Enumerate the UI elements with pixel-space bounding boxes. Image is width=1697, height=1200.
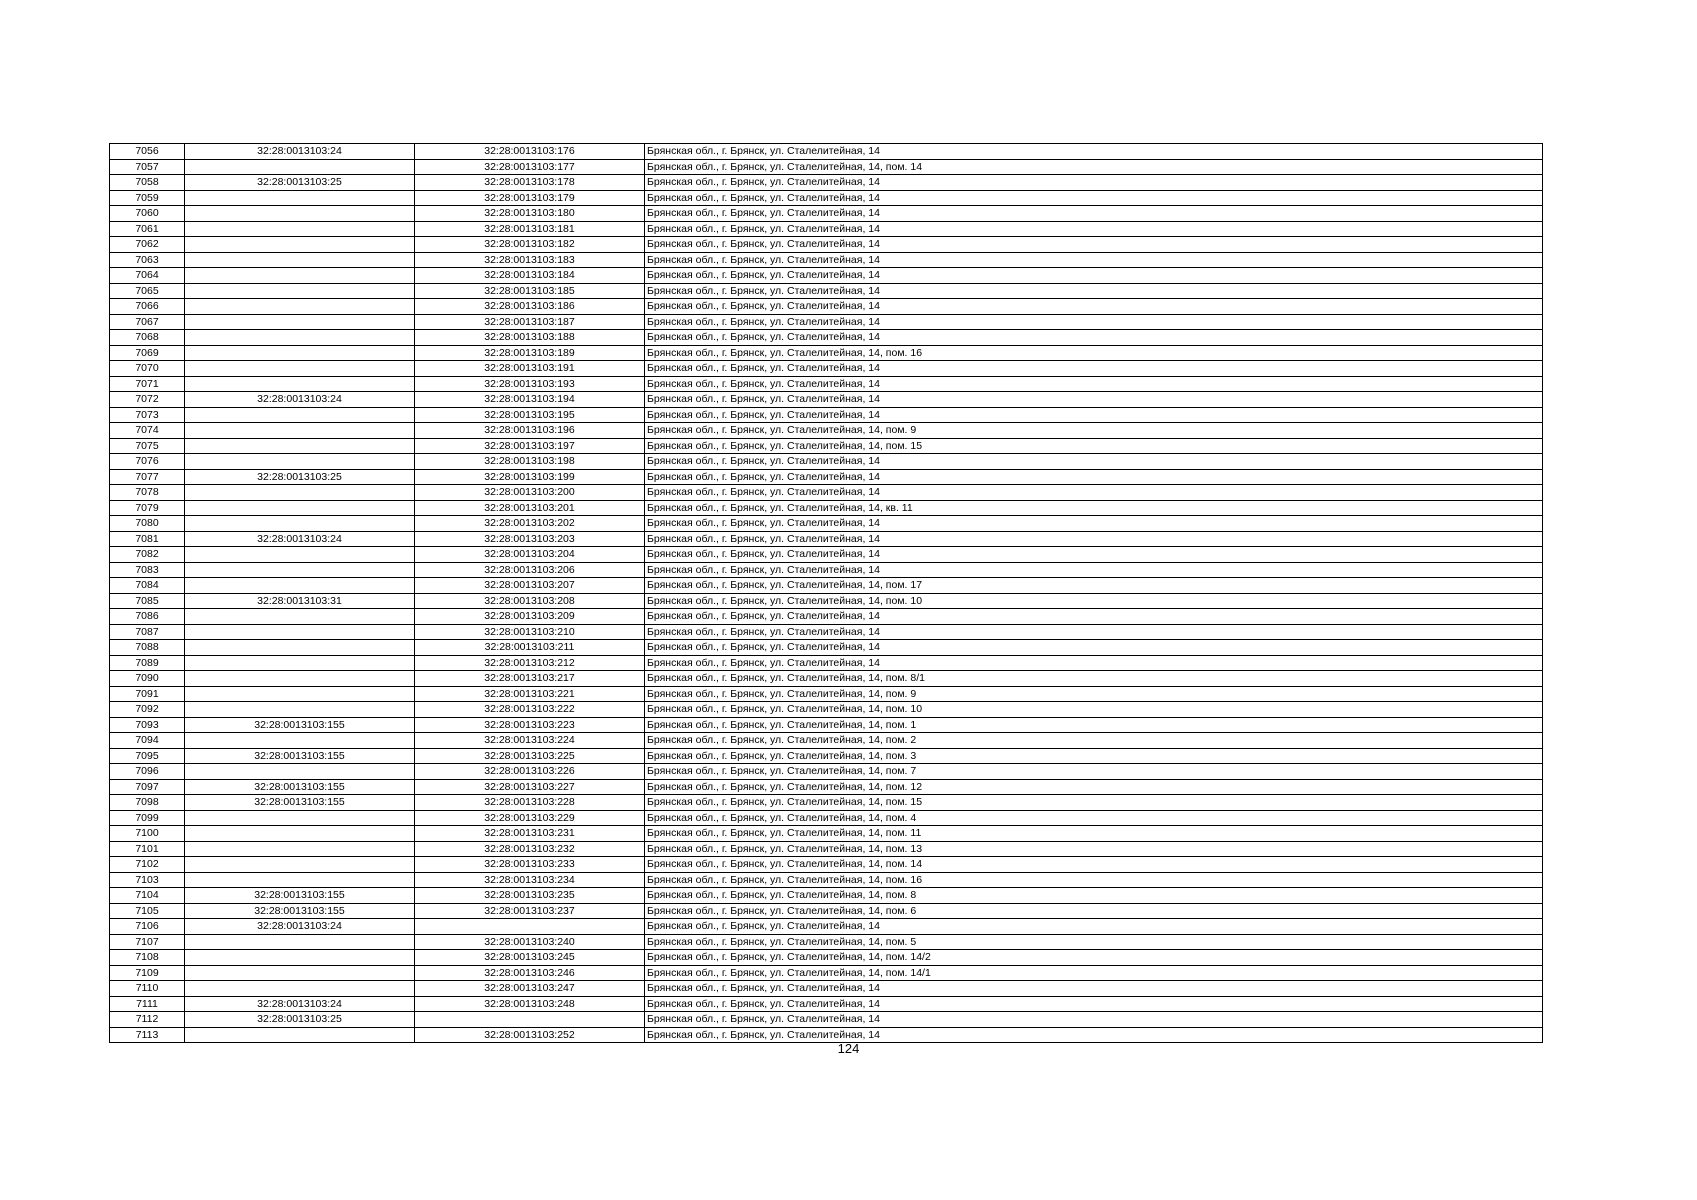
address-cell: Брянская обл., г. Брянск, ул. Сталелитейная, 14 bbox=[645, 1012, 1543, 1028]
row-number-cell: 7078 bbox=[110, 485, 185, 501]
address-cell: Брянская обл., г. Брянск, ул. Сталелитейная, 14 bbox=[645, 314, 1543, 330]
table-row bbox=[110, 144, 1543, 160]
parent-cadastral-number-cell bbox=[185, 981, 415, 997]
register-table-body bbox=[110, 144, 1543, 1043]
table-row bbox=[110, 702, 1543, 718]
parent-cadastral-number-cell bbox=[185, 423, 415, 439]
parent-cadastral-number-cell bbox=[185, 872, 415, 888]
address-cell: Брянская обл., г. Брянск, ул. Сталелитейная, 14, пом. 10 bbox=[645, 702, 1543, 718]
address-cell: Брянская обл., г. Брянск, ул. Сталелитейная, 14, пом. 14/2 bbox=[645, 950, 1543, 966]
row-number-cell: 7079 bbox=[110, 500, 185, 516]
address-cell: Брянская обл., г. Брянск, ул. Сталелитейная, 14 bbox=[645, 252, 1543, 268]
row-number-cell: 7066 bbox=[110, 299, 185, 315]
cadastral-number-cell: 32:28:0013103:223 bbox=[415, 717, 645, 733]
cadastral-register-table bbox=[109, 143, 1543, 1043]
address-cell: Брянская обл., г. Брянск, ул. Сталелитейная, 14, пом. 6 bbox=[645, 903, 1543, 919]
parent-cadastral-number-cell bbox=[185, 454, 415, 470]
table-row bbox=[110, 423, 1543, 439]
table-row bbox=[110, 686, 1543, 702]
address-cell: Брянская обл., г. Брянск, ул. Сталелитейная, 14, пом. 8/1 bbox=[645, 671, 1543, 687]
cadastral-number-cell: 32:28:0013103:228 bbox=[415, 795, 645, 811]
table-row bbox=[110, 485, 1543, 501]
parent-cadastral-number-cell bbox=[185, 640, 415, 656]
table-row bbox=[110, 640, 1543, 656]
address-cell: Брянская обл., г. Брянск, ул. Сталелитейная, 14, пом. 4 bbox=[645, 810, 1543, 826]
cadastral-number-cell: 32:28:0013103:183 bbox=[415, 252, 645, 268]
parent-cadastral-number-cell bbox=[185, 345, 415, 361]
parent-cadastral-number-cell bbox=[185, 485, 415, 501]
parent-cadastral-number-cell bbox=[185, 857, 415, 873]
address-cell: Брянская обл., г. Брянск, ул. Сталелитейная, 14 bbox=[645, 454, 1543, 470]
cadastral-number-cell: 32:28:0013103:195 bbox=[415, 407, 645, 423]
table-row bbox=[110, 531, 1543, 547]
parent-cadastral-number-cell: 32:28:0013103:25 bbox=[185, 1012, 415, 1028]
row-number-cell: 7058 bbox=[110, 175, 185, 191]
cadastral-number-cell: 32:28:0013103:191 bbox=[415, 361, 645, 377]
parent-cadastral-number-cell: 32:28:0013103:24 bbox=[185, 144, 415, 160]
row-number-cell: 7061 bbox=[110, 221, 185, 237]
address-cell: Брянская обл., г. Брянск, ул. Сталелитейная, 14 bbox=[645, 485, 1543, 501]
parent-cadastral-number-cell: 32:28:0013103:155 bbox=[185, 717, 415, 733]
row-number-cell: 7082 bbox=[110, 547, 185, 563]
address-cell: Брянская обл., г. Брянск, ул. Сталелитейная, 14 bbox=[645, 299, 1543, 315]
row-number-cell: 7110 bbox=[110, 981, 185, 997]
row-number-cell: 7086 bbox=[110, 609, 185, 625]
address-cell: Брянская обл., г. Брянск, ул. Сталелитейная, 14 bbox=[645, 516, 1543, 532]
table-row bbox=[110, 981, 1543, 997]
parent-cadastral-number-cell bbox=[185, 686, 415, 702]
row-number-cell: 7065 bbox=[110, 283, 185, 299]
address-cell: Брянская обл., г. Брянск, ул. Сталелитейная, 14 bbox=[645, 361, 1543, 377]
table-row bbox=[110, 1012, 1543, 1028]
cadastral-number-cell: 32:28:0013103:209 bbox=[415, 609, 645, 625]
table-row bbox=[110, 655, 1543, 671]
address-cell: Брянская обл., г. Брянск, ул. Сталелитейная, 14 bbox=[645, 609, 1543, 625]
table-row bbox=[110, 516, 1543, 532]
cadastral-number-cell: 32:28:0013103:198 bbox=[415, 454, 645, 470]
address-cell: Брянская обл., г. Брянск, ул. Сталелитейная, 14 bbox=[645, 175, 1543, 191]
address-cell: Брянская обл., г. Брянск, ул. Сталелитейная, 14 bbox=[645, 919, 1543, 935]
cadastral-number-cell: 32:28:0013103:227 bbox=[415, 779, 645, 795]
parent-cadastral-number-cell bbox=[185, 252, 415, 268]
cadastral-number-cell: 32:28:0013103:245 bbox=[415, 950, 645, 966]
row-number-cell: 7103 bbox=[110, 872, 185, 888]
table-row bbox=[110, 454, 1543, 470]
parent-cadastral-number-cell bbox=[185, 438, 415, 454]
table-row bbox=[110, 919, 1543, 935]
row-number-cell: 7081 bbox=[110, 531, 185, 547]
cadastral-number-cell: 32:28:0013103:184 bbox=[415, 268, 645, 284]
address-cell: Брянская обл., г. Брянск, ул. Сталелитейная, 14 bbox=[645, 237, 1543, 253]
cadastral-number-cell: 32:28:0013103:178 bbox=[415, 175, 645, 191]
table-row bbox=[110, 361, 1543, 377]
row-number-cell: 7092 bbox=[110, 702, 185, 718]
table-row bbox=[110, 376, 1543, 392]
address-cell: Брянская обл., г. Брянск, ул. Сталелитейная, 14, пом. 7 bbox=[645, 764, 1543, 780]
row-number-cell: 7059 bbox=[110, 190, 185, 206]
parent-cadastral-number-cell bbox=[185, 159, 415, 175]
row-number-cell: 7107 bbox=[110, 934, 185, 950]
row-number-cell: 7072 bbox=[110, 392, 185, 408]
address-cell: Брянская обл., г. Брянск, ул. Сталелитейная, 14, кв. 11 bbox=[645, 500, 1543, 516]
row-number-cell: 7104 bbox=[110, 888, 185, 904]
parent-cadastral-number-cell: 32:28:0013103:31 bbox=[185, 593, 415, 609]
row-number-cell: 7105 bbox=[110, 903, 185, 919]
row-number-cell: 7069 bbox=[110, 345, 185, 361]
table-row bbox=[110, 872, 1543, 888]
row-number-cell: 7091 bbox=[110, 686, 185, 702]
address-cell: Брянская обл., г. Брянск, ул. Сталелитейная, 14 bbox=[645, 190, 1543, 206]
cadastral-number-cell: 32:28:0013103:222 bbox=[415, 702, 645, 718]
cadastral-number-cell: 32:28:0013103:211 bbox=[415, 640, 645, 656]
address-cell: Брянская обл., г. Брянск, ул. Сталелитейная, 14, пом. 2 bbox=[645, 733, 1543, 749]
cadastral-number-cell: 32:28:0013103:232 bbox=[415, 841, 645, 857]
parent-cadastral-number-cell bbox=[185, 609, 415, 625]
table-row bbox=[110, 252, 1543, 268]
row-number-cell: 7080 bbox=[110, 516, 185, 532]
parent-cadastral-number-cell: 32:28:0013103:155 bbox=[185, 748, 415, 764]
address-cell: Брянская обл., г. Брянск, ул. Сталелитейная, 14 bbox=[645, 624, 1543, 640]
parent-cadastral-number-cell bbox=[185, 314, 415, 330]
parent-cadastral-number-cell bbox=[185, 655, 415, 671]
address-cell: Брянская обл., г. Брянск, ул. Сталелитейная, 14 bbox=[645, 981, 1543, 997]
table-row bbox=[110, 175, 1543, 191]
parent-cadastral-number-cell bbox=[185, 764, 415, 780]
row-number-cell: 7096 bbox=[110, 764, 185, 780]
cadastral-number-cell: 32:28:0013103:231 bbox=[415, 826, 645, 842]
row-number-cell: 7090 bbox=[110, 671, 185, 687]
parent-cadastral-number-cell bbox=[185, 702, 415, 718]
cadastral-number-cell: 32:28:0013103:194 bbox=[415, 392, 645, 408]
address-cell: Брянская обл., г. Брянск, ул. Сталелитейная, 14, пом. 16 bbox=[645, 345, 1543, 361]
address-cell: Брянская обл., г. Брянск, ул. Сталелитейная, 14, пом. 3 bbox=[645, 748, 1543, 764]
row-number-cell: 7087 bbox=[110, 624, 185, 640]
parent-cadastral-number-cell: 32:28:0013103:24 bbox=[185, 996, 415, 1012]
row-number-cell: 7063 bbox=[110, 252, 185, 268]
table-row bbox=[110, 330, 1543, 346]
cadastral-number-cell: 32:28:0013103:212 bbox=[415, 655, 645, 671]
cadastral-number-cell: 32:28:0013103:224 bbox=[415, 733, 645, 749]
table-row bbox=[110, 903, 1543, 919]
row-number-cell: 7076 bbox=[110, 454, 185, 470]
table-row bbox=[110, 314, 1543, 330]
row-number-cell: 7113 bbox=[110, 1027, 185, 1043]
cadastral-number-cell: 32:28:0013103:177 bbox=[415, 159, 645, 175]
row-number-cell: 7099 bbox=[110, 810, 185, 826]
table-row bbox=[110, 996, 1543, 1012]
cadastral-number-cell bbox=[415, 1012, 645, 1028]
cadastral-number-cell: 32:28:0013103:199 bbox=[415, 469, 645, 485]
row-number-cell: 7106 bbox=[110, 919, 185, 935]
cadastral-number-cell: 32:28:0013103:185 bbox=[415, 283, 645, 299]
table-row bbox=[110, 283, 1543, 299]
cadastral-number-cell: 32:28:0013103:221 bbox=[415, 686, 645, 702]
address-cell: Брянская обл., г. Брянск, ул. Сталелитейная, 14, пом. 9 bbox=[645, 686, 1543, 702]
table-row bbox=[110, 841, 1543, 857]
address-cell: Брянская обл., г. Брянск, ул. Сталелитейная, 14, пом. 9 bbox=[645, 423, 1543, 439]
table-row bbox=[110, 609, 1543, 625]
parent-cadastral-number-cell bbox=[185, 965, 415, 981]
cadastral-number-cell: 32:28:0013103:200 bbox=[415, 485, 645, 501]
row-number-cell: 7074 bbox=[110, 423, 185, 439]
address-cell: Брянская обл., г. Брянск, ул. Сталелитейная, 14 bbox=[645, 655, 1543, 671]
address-cell: Брянская обл., г. Брянск, ул. Сталелитейная, 14, пом. 11 bbox=[645, 826, 1543, 842]
cadastral-number-cell: 32:28:0013103:235 bbox=[415, 888, 645, 904]
address-cell: Брянская обл., г. Брянск, ул. Сталелитейная, 14 bbox=[645, 221, 1543, 237]
address-cell: Брянская обл., г. Брянск, ул. Сталелитейная, 14, пом. 15 bbox=[645, 438, 1543, 454]
cadastral-number-cell: 32:28:0013103:208 bbox=[415, 593, 645, 609]
row-number-cell: 7068 bbox=[110, 330, 185, 346]
table-row bbox=[110, 345, 1543, 361]
cadastral-number-cell: 32:28:0013103:247 bbox=[415, 981, 645, 997]
cadastral-number-cell: 32:28:0013103:217 bbox=[415, 671, 645, 687]
address-cell: Брянская обл., г. Брянск, ул. Сталелитейная, 14, пом. 8 bbox=[645, 888, 1543, 904]
row-number-cell: 7111 bbox=[110, 996, 185, 1012]
row-number-cell: 7071 bbox=[110, 376, 185, 392]
row-number-cell: 7098 bbox=[110, 795, 185, 811]
table-row bbox=[110, 810, 1543, 826]
parent-cadastral-number-cell: 32:28:0013103:155 bbox=[185, 903, 415, 919]
address-cell: Брянская обл., г. Брянск, ул. Сталелитейная, 14 bbox=[645, 1027, 1543, 1043]
cadastral-number-cell: 32:28:0013103:182 bbox=[415, 237, 645, 253]
cadastral-number-cell: 32:28:0013103:201 bbox=[415, 500, 645, 516]
parent-cadastral-number-cell bbox=[185, 237, 415, 253]
parent-cadastral-number-cell bbox=[185, 934, 415, 950]
table-row bbox=[110, 888, 1543, 904]
cadastral-number-cell: 32:28:0013103:193 bbox=[415, 376, 645, 392]
parent-cadastral-number-cell bbox=[185, 950, 415, 966]
row-number-cell: 7097 bbox=[110, 779, 185, 795]
parent-cadastral-number-cell bbox=[185, 516, 415, 532]
row-number-cell: 7088 bbox=[110, 640, 185, 656]
cadastral-number-cell bbox=[415, 919, 645, 935]
parent-cadastral-number-cell bbox=[185, 578, 415, 594]
row-number-cell: 7060 bbox=[110, 206, 185, 222]
row-number-cell: 7057 bbox=[110, 159, 185, 175]
parent-cadastral-number-cell bbox=[185, 299, 415, 315]
cadastral-number-cell: 32:28:0013103:187 bbox=[415, 314, 645, 330]
address-cell: Брянская обл., г. Брянск, ул. Сталелитейная, 14, пом. 5 bbox=[645, 934, 1543, 950]
table-row bbox=[110, 469, 1543, 485]
parent-cadastral-number-cell bbox=[185, 268, 415, 284]
row-number-cell: 7070 bbox=[110, 361, 185, 377]
parent-cadastral-number-cell bbox=[185, 733, 415, 749]
parent-cadastral-number-cell: 32:28:0013103:25 bbox=[185, 175, 415, 191]
row-number-cell: 7064 bbox=[110, 268, 185, 284]
parent-cadastral-number-cell bbox=[185, 221, 415, 237]
cadastral-number-cell: 32:28:0013103:234 bbox=[415, 872, 645, 888]
table-row bbox=[110, 748, 1543, 764]
cadastral-number-cell: 32:28:0013103:189 bbox=[415, 345, 645, 361]
address-cell: Брянская обл., г. Брянск, ул. Сталелитейная, 14 bbox=[645, 640, 1543, 656]
parent-cadastral-number-cell bbox=[185, 624, 415, 640]
cadastral-number-cell: 32:28:0013103:246 bbox=[415, 965, 645, 981]
address-cell: Брянская обл., г. Брянск, ул. Сталелитейная, 14, пом. 13 bbox=[645, 841, 1543, 857]
table-row bbox=[110, 578, 1543, 594]
cadastral-number-cell: 32:28:0013103:206 bbox=[415, 562, 645, 578]
parent-cadastral-number-cell: 32:28:0013103:155 bbox=[185, 779, 415, 795]
address-cell: Брянская обл., г. Брянск, ул. Сталелитейная, 14, пом. 16 bbox=[645, 872, 1543, 888]
address-cell: Брянская обл., г. Брянск, ул. Сталелитейная, 14, пом. 12 bbox=[645, 779, 1543, 795]
row-number-cell: 7084 bbox=[110, 578, 185, 594]
table-row bbox=[110, 950, 1543, 966]
table-row bbox=[110, 547, 1543, 563]
parent-cadastral-number-cell bbox=[185, 407, 415, 423]
table-row bbox=[110, 438, 1543, 454]
table-row bbox=[110, 593, 1543, 609]
cadastral-number-cell: 32:28:0013103:207 bbox=[415, 578, 645, 594]
table-row bbox=[110, 733, 1543, 749]
address-cell: Брянская обл., г. Брянск, ул. Сталелитейная, 14 bbox=[645, 206, 1543, 222]
table-row bbox=[110, 965, 1543, 981]
parent-cadastral-number-cell bbox=[185, 376, 415, 392]
parent-cadastral-number-cell bbox=[185, 547, 415, 563]
parent-cadastral-number-cell bbox=[185, 810, 415, 826]
row-number-cell: 7102 bbox=[110, 857, 185, 873]
address-cell: Брянская обл., г. Брянск, ул. Сталелитейная, 14 bbox=[645, 996, 1543, 1012]
row-number-cell: 7062 bbox=[110, 237, 185, 253]
address-cell: Брянская обл., г. Брянск, ул. Сталелитейная, 14 bbox=[645, 268, 1543, 284]
address-cell: Брянская обл., г. Брянск, ул. Сталелитейная, 14, пом. 14 bbox=[645, 159, 1543, 175]
parent-cadastral-number-cell: 32:28:0013103:24 bbox=[185, 392, 415, 408]
table-row bbox=[110, 857, 1543, 873]
table-row bbox=[110, 795, 1543, 811]
row-number-cell: 7083 bbox=[110, 562, 185, 578]
table-row bbox=[110, 671, 1543, 687]
parent-cadastral-number-cell bbox=[185, 826, 415, 842]
table-row bbox=[110, 717, 1543, 733]
parent-cadastral-number-cell: 32:28:0013103:155 bbox=[185, 888, 415, 904]
table-row bbox=[110, 934, 1543, 950]
row-number-cell: 7101 bbox=[110, 841, 185, 857]
table-row bbox=[110, 764, 1543, 780]
cadastral-number-cell: 32:28:0013103:180 bbox=[415, 206, 645, 222]
row-number-cell: 7100 bbox=[110, 826, 185, 842]
address-cell: Брянская обл., г. Брянск, ул. Сталелитейная, 14 bbox=[645, 531, 1543, 547]
parent-cadastral-number-cell bbox=[185, 361, 415, 377]
address-cell: Брянская обл., г. Брянск, ул. Сталелитейная, 14, пом. 10 bbox=[645, 593, 1543, 609]
address-cell: Брянская обл., г. Брянск, ул. Сталелитейная, 14 bbox=[645, 469, 1543, 485]
cadastral-number-cell: 32:28:0013103:240 bbox=[415, 934, 645, 950]
cadastral-number-cell: 32:28:0013103:202 bbox=[415, 516, 645, 532]
address-cell: Брянская обл., г. Брянск, ул. Сталелитейная, 14 bbox=[645, 547, 1543, 563]
table-row bbox=[110, 826, 1543, 842]
table-row bbox=[110, 221, 1543, 237]
cadastral-number-cell: 32:28:0013103:203 bbox=[415, 531, 645, 547]
address-cell: Брянская обл., г. Брянск, ул. Сталелитейная, 14, пом. 1 bbox=[645, 717, 1543, 733]
table-row bbox=[110, 299, 1543, 315]
address-cell: Брянская обл., г. Брянск, ул. Сталелитейная, 14 bbox=[645, 407, 1543, 423]
cadastral-number-cell: 32:28:0013103:204 bbox=[415, 547, 645, 563]
address-cell: Брянская обл., г. Брянск, ул. Сталелитейная, 14 bbox=[645, 392, 1543, 408]
row-number-cell: 7089 bbox=[110, 655, 185, 671]
cadastral-number-cell: 32:28:0013103:210 bbox=[415, 624, 645, 640]
row-number-cell: 7108 bbox=[110, 950, 185, 966]
table-row bbox=[110, 562, 1543, 578]
parent-cadastral-number-cell bbox=[185, 500, 415, 516]
address-cell: Брянская обл., г. Брянск, ул. Сталелитейная, 14, пом. 14/1 bbox=[645, 965, 1543, 981]
cadastral-number-cell: 32:28:0013103:186 bbox=[415, 299, 645, 315]
table-row bbox=[110, 206, 1543, 222]
row-number-cell: 7112 bbox=[110, 1012, 185, 1028]
cadastral-number-cell: 32:28:0013103:233 bbox=[415, 857, 645, 873]
row-number-cell: 7094 bbox=[110, 733, 185, 749]
row-number-cell: 7077 bbox=[110, 469, 185, 485]
address-cell: Брянская обл., г. Брянск, ул. Сталелитейная, 14 bbox=[645, 330, 1543, 346]
row-number-cell: 7067 bbox=[110, 314, 185, 330]
table-row bbox=[110, 779, 1543, 795]
cadastral-number-cell: 32:28:0013103:176 bbox=[415, 144, 645, 160]
cadastral-number-cell: 32:28:0013103:252 bbox=[415, 1027, 645, 1043]
table-row bbox=[110, 500, 1543, 516]
address-cell: Брянская обл., г. Брянск, ул. Сталелитейная, 14, пом. 15 bbox=[645, 795, 1543, 811]
cadastral-number-cell: 32:28:0013103:179 bbox=[415, 190, 645, 206]
parent-cadastral-number-cell: 32:28:0013103:24 bbox=[185, 919, 415, 935]
parent-cadastral-number-cell: 32:28:0013103:155 bbox=[185, 795, 415, 811]
table-row bbox=[110, 624, 1543, 640]
row-number-cell: 7109 bbox=[110, 965, 185, 981]
cadastral-number-cell: 32:28:0013103:188 bbox=[415, 330, 645, 346]
parent-cadastral-number-cell bbox=[185, 841, 415, 857]
cadastral-number-cell: 32:28:0013103:225 bbox=[415, 748, 645, 764]
table-row bbox=[110, 159, 1543, 175]
table-row bbox=[110, 190, 1543, 206]
table-row bbox=[110, 268, 1543, 284]
parent-cadastral-number-cell bbox=[185, 283, 415, 299]
table-row bbox=[110, 392, 1543, 408]
table-row bbox=[110, 407, 1543, 423]
cadastral-number-cell: 32:28:0013103:181 bbox=[415, 221, 645, 237]
parent-cadastral-number-cell: 32:28:0013103:24 bbox=[185, 531, 415, 547]
parent-cadastral-number-cell bbox=[185, 190, 415, 206]
row-number-cell: 7073 bbox=[110, 407, 185, 423]
cadastral-number-cell: 32:28:0013103:248 bbox=[415, 996, 645, 1012]
row-number-cell: 7056 bbox=[110, 144, 185, 160]
parent-cadastral-number-cell bbox=[185, 562, 415, 578]
parent-cadastral-number-cell: 32:28:0013103:25 bbox=[185, 469, 415, 485]
address-cell: Брянская обл., г. Брянск, ул. Сталелитейная, 14 bbox=[645, 376, 1543, 392]
row-number-cell: 7085 bbox=[110, 593, 185, 609]
cadastral-number-cell: 32:28:0013103:229 bbox=[415, 810, 645, 826]
page-number: 124 bbox=[837, 1041, 860, 1056]
parent-cadastral-number-cell bbox=[185, 671, 415, 687]
table-row bbox=[110, 237, 1543, 253]
address-cell: Брянская обл., г. Брянск, ул. Сталелитейная, 14 bbox=[645, 144, 1543, 160]
address-cell: Брянская обл., г. Брянск, ул. Сталелитейная, 14 bbox=[645, 283, 1543, 299]
cadastral-number-cell: 32:28:0013103:196 bbox=[415, 423, 645, 439]
parent-cadastral-number-cell bbox=[185, 330, 415, 346]
cadastral-number-cell: 32:28:0013103:237 bbox=[415, 903, 645, 919]
parent-cadastral-number-cell bbox=[185, 206, 415, 222]
cadastral-number-cell: 32:28:0013103:226 bbox=[415, 764, 645, 780]
row-number-cell: 7095 bbox=[110, 748, 185, 764]
row-number-cell: 7075 bbox=[110, 438, 185, 454]
cadastral-number-cell: 32:28:0013103:197 bbox=[415, 438, 645, 454]
address-cell: Брянская обл., г. Брянск, ул. Сталелитейная, 14, пом. 14 bbox=[645, 857, 1543, 873]
address-cell: Брянская обл., г. Брянск, ул. Сталелитейная, 14, пом. 17 bbox=[645, 578, 1543, 594]
row-number-cell: 7093 bbox=[110, 717, 185, 733]
address-cell: Брянская обл., г. Брянск, ул. Сталелитейная, 14 bbox=[645, 562, 1543, 578]
